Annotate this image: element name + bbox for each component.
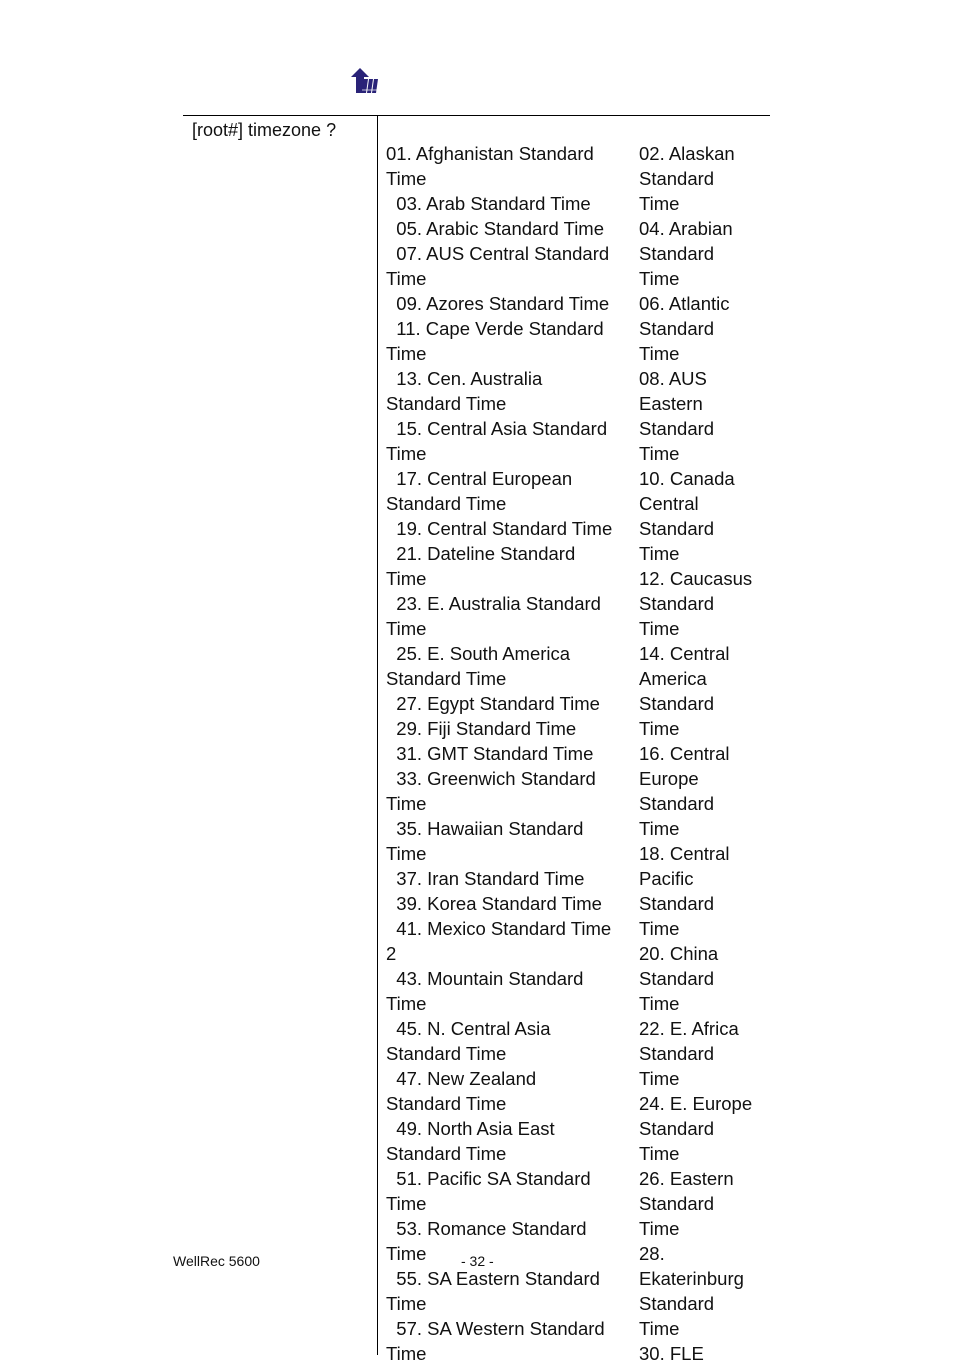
- timezone-list-line: 39. Korea Standard Time: [386, 893, 602, 914]
- timezone-list-line: Pacific: [639, 868, 694, 889]
- timezone-list-line: Time: [386, 1293, 427, 1314]
- timezone-list-line: Time: [386, 1243, 427, 1264]
- timezone-list-line: 29. Fiji Standard Time: [386, 718, 577, 739]
- timezone-list-line: Standard Time: [386, 493, 507, 514]
- timezone-list-line: Standard Time: [386, 1143, 507, 1164]
- timezone-list-line: Time: [386, 843, 427, 864]
- timezone-list-left-column: [386, 141, 636, 1366]
- timezone-list-line: Time: [386, 443, 427, 464]
- timezone-list-line: Time: [386, 268, 427, 289]
- timezone-list-line: Central: [639, 493, 699, 514]
- footer-product-name: WellRec 5600: [173, 1253, 260, 1269]
- arrow-house-logo-icon: [349, 67, 379, 95]
- timezone-list-line: Europe: [639, 768, 699, 789]
- timezone-list-line: 08. AUS: [639, 368, 707, 389]
- timezone-list-line: 55. SA Eastern Standard: [386, 1268, 600, 1289]
- timezone-list-line: Time: [386, 343, 427, 364]
- timezone-list-line: 13. Cen. Australia: [386, 368, 543, 389]
- timezone-list-line: Time: [639, 268, 680, 289]
- timezone-list-line: 33. Greenwich Standard: [386, 768, 596, 789]
- timezone-list-line: Standard: [639, 318, 715, 339]
- timezone-list-line: Standard: [639, 893, 715, 914]
- timezone-list-line: Standard: [639, 243, 715, 264]
- timezone-list-line: Time: [386, 793, 427, 814]
- timezone-list-line: 11. Cape Verde Standard: [386, 318, 604, 339]
- timezone-list-line: 30. FLE: [639, 1343, 704, 1364]
- timezone-list-line: Standard: [639, 1293, 715, 1314]
- timezone-list-line: 43. Mountain Standard: [386, 968, 584, 989]
- timezone-list-line: 51. Pacific SA Standard: [386, 1168, 591, 1189]
- timezone-list-line: Time: [639, 618, 680, 639]
- timezone-list-line: 22. E. Africa: [639, 1018, 739, 1039]
- timezone-list-line: 57. SA Western Standard: [386, 1318, 605, 1339]
- timezone-list-line: Time: [386, 1343, 427, 1364]
- timezone-list-line: Standard: [639, 968, 715, 989]
- timezone-list-line: 31. GMT Standard Time: [386, 743, 594, 764]
- timezone-list-line: Time: [639, 343, 680, 364]
- timezone-list-line: 14. Central: [639, 643, 730, 664]
- timezone-list-line: 27. Egypt Standard Time: [386, 693, 600, 714]
- timezone-list-line: Time: [639, 993, 680, 1014]
- timezone-list-line: Standard Time: [386, 1043, 507, 1064]
- timezone-list-line: 25. E. South America: [386, 643, 571, 664]
- timezone-list-line: Time: [639, 543, 680, 564]
- timezone-list-line: Time: [386, 168, 427, 189]
- timezone-list-line: Time: [386, 618, 427, 639]
- timezone-list-line: 47. New Zealand: [386, 1068, 537, 1089]
- timezone-list-line: 53. Romance Standard: [386, 1218, 587, 1239]
- timezone-list-line: 10. Canada: [639, 468, 735, 489]
- timezone-list-line: Eastern: [639, 393, 703, 414]
- timezone-list-line: Time: [639, 443, 680, 464]
- timezone-list-line: 16. Central: [639, 743, 730, 764]
- table-column-divider: [377, 115, 378, 1355]
- timezone-list-line: 24. E. Europe: [639, 1093, 753, 1114]
- timezone-list-right-column: [639, 141, 769, 1366]
- timezone-list-line: 05. Arabic Standard Time: [386, 218, 605, 239]
- timezone-list-line: 09. Azores Standard Time: [386, 293, 610, 314]
- timezone-list-line: Standard Time: [386, 1093, 507, 1114]
- timezone-list-line: 19. Central Standard Time: [386, 518, 613, 539]
- timezone-list-line: Standard: [639, 418, 715, 439]
- timezone-list-line: 17. Central European: [386, 468, 573, 489]
- timezone-list-line: America: [639, 668, 707, 689]
- timezone-list-line: 18. Central: [639, 843, 730, 864]
- table-top-border: [183, 115, 770, 116]
- timezone-list-line: 01. Afghanistan Standard: [386, 143, 594, 164]
- timezone-list-line: 12. Caucasus: [639, 568, 753, 589]
- timezone-list-line: Time: [639, 818, 680, 839]
- timezone-list-line: Ekaterinburg: [639, 1268, 744, 1289]
- timezone-list-line: Time: [639, 918, 680, 939]
- timezone-list-line: Time: [639, 718, 680, 739]
- timezone-list-line: 04. Arabian: [639, 218, 733, 239]
- timezone-list-line: Time: [386, 568, 427, 589]
- timezone-list-line: Standard Time: [386, 668, 507, 689]
- timezone-list-line: Time: [639, 1318, 680, 1339]
- timezone-list-line: Standard: [639, 1043, 715, 1064]
- timezone-list-line: 03. Arab Standard Time: [386, 193, 591, 214]
- timezone-list-line: 02. Alaskan: [639, 143, 735, 164]
- timezone-list-line: 26. Eastern: [639, 1168, 734, 1189]
- timezone-list-line: Standard: [639, 518, 715, 539]
- timezone-list-line: 35. Hawaiian Standard: [386, 818, 584, 839]
- timezone-list-line: 41. Mexico Standard Time: [386, 918, 612, 939]
- timezone-list-line: 21. Dateline Standard: [386, 543, 576, 564]
- timezone-list-line: 06. Atlantic: [639, 293, 730, 314]
- timezone-list-line: Standard Time: [386, 393, 507, 414]
- timezone-list-line: Time: [639, 193, 680, 214]
- timezone-list-line: Time: [639, 1143, 680, 1164]
- timezone-list-line: 23. E. Australia Standard: [386, 593, 601, 614]
- timezone-list-line: Standard: [639, 1193, 715, 1214]
- timezone-list-line: 49. North Asia East: [386, 1118, 555, 1139]
- command-text: [root#] timezone ?: [192, 120, 337, 140]
- timezone-list-line: 2: [386, 943, 397, 964]
- timezone-list-line: Standard: [639, 1118, 715, 1139]
- timezone-list-line: 07. AUS Central Standard: [386, 243, 610, 264]
- timezone-list-line: 37. Iran Standard Time: [386, 868, 585, 889]
- timezone-list-line: Standard: [639, 593, 715, 614]
- footer-page-number: - 32 -: [461, 1253, 494, 1269]
- timezone-list-line: 15. Central Asia Standard: [386, 418, 608, 439]
- timezone-list-line: Standard: [639, 693, 715, 714]
- timezone-list-line: Standard: [639, 168, 715, 189]
- timezone-list-line: 20. China: [639, 943, 719, 964]
- timezone-list-line: Standard: [639, 793, 715, 814]
- timezone-list-line: Time: [639, 1068, 680, 1089]
- timezone-list-line: 28.: [639, 1243, 665, 1264]
- timezone-list-line: 45. N. Central Asia: [386, 1018, 551, 1039]
- timezone-list-line: Time: [639, 1218, 680, 1239]
- timezone-list-line: Time: [386, 1193, 427, 1214]
- timezone-list-line: Time: [386, 993, 427, 1014]
